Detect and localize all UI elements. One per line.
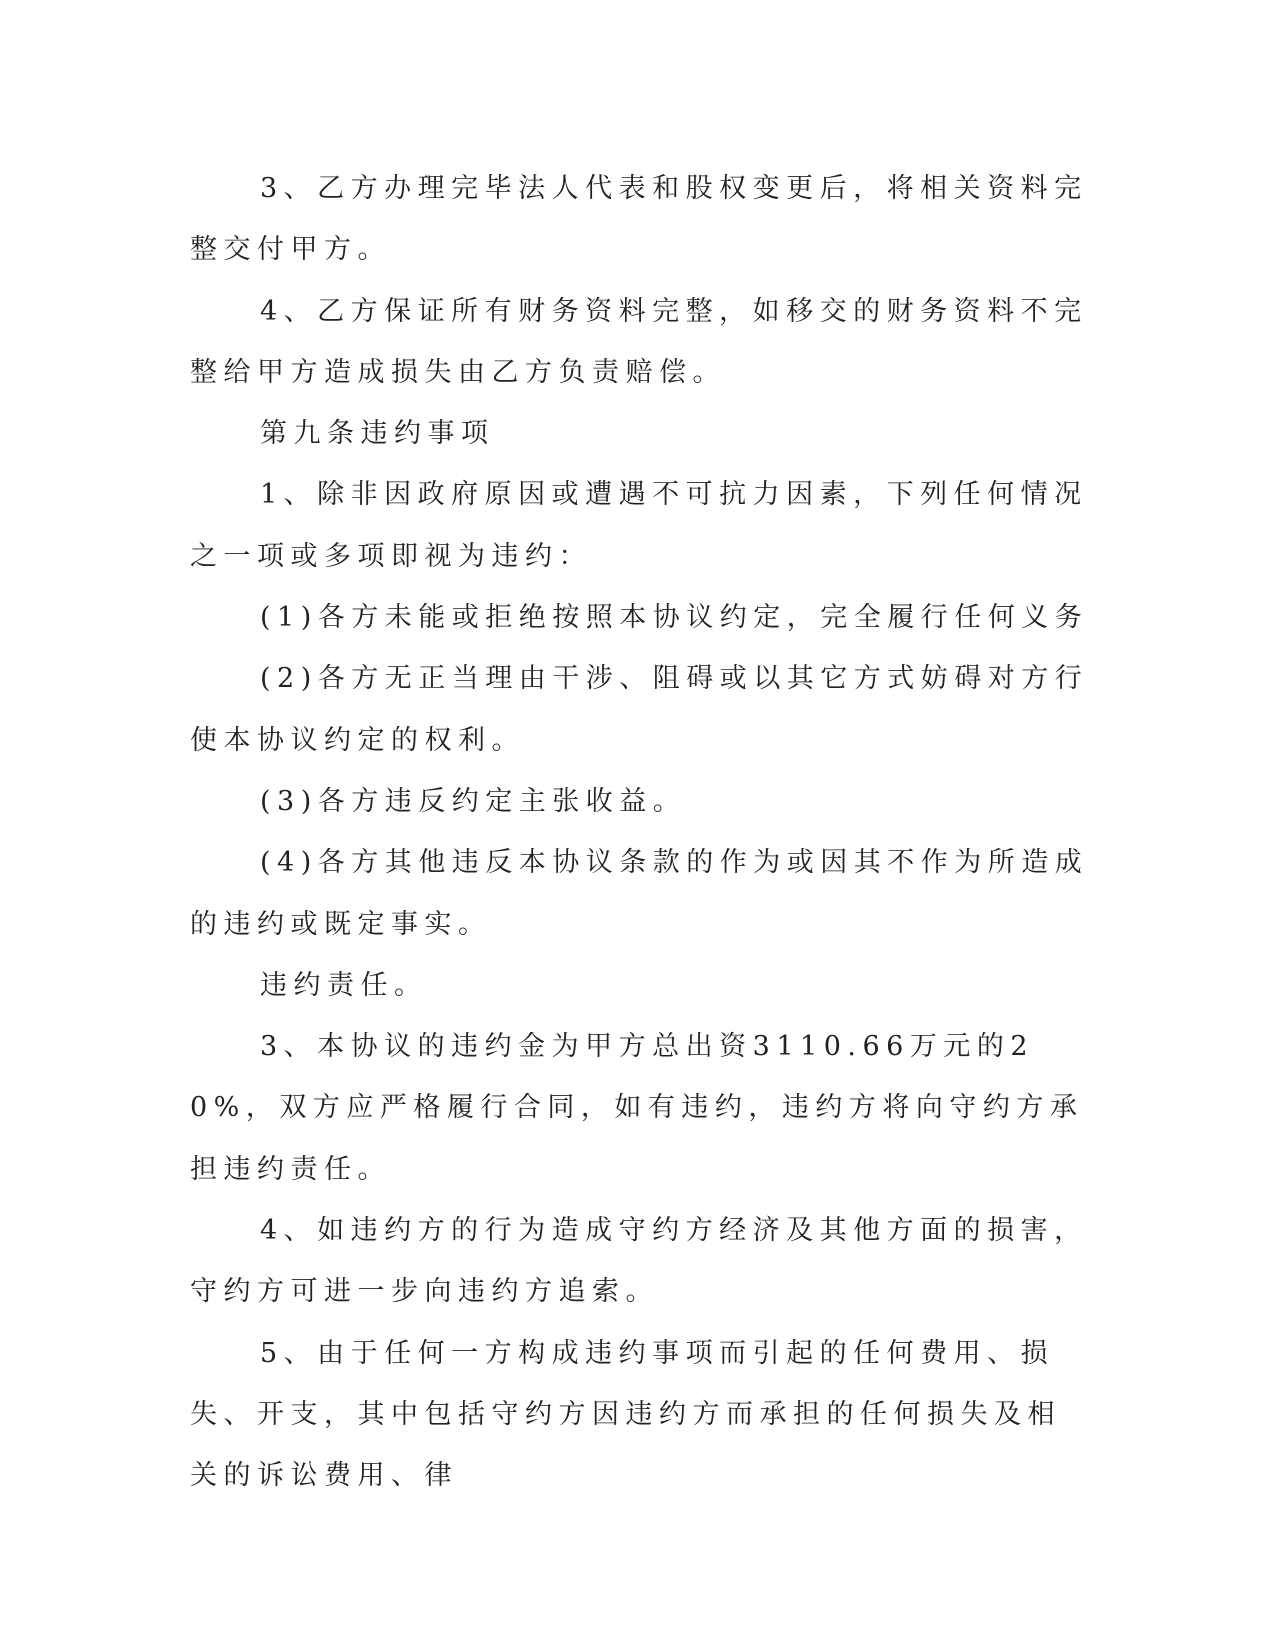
paragraph-breach-item-4: (4)各方其他违反本协议条款的作为或因其不作为所造成的违约或既定事实。 (190, 847, 1089, 940)
paragraph-breach-definition: 1、除非因政府原因或遭遇不可抗力因素，下列任何情况之一项或多项即视为违约： (190, 479, 1088, 572)
section-heading-liability: 违约责任。 (260, 969, 428, 1001)
section-heading-article-9: 第九条违约事项 (260, 418, 495, 450)
paragraph-liability-damages: 4、如违约方的行为造成守约方经济及其他方面的损害，守约方可进一步向违约方追索。 (190, 1215, 1088, 1308)
paragraph-liability-penalty: 3、本协议的违约金为甲方总出资3110.66万元的20%，双方应严格履行合同，如有违约，违约方将向守约方承担违约责任。 (190, 1031, 1084, 1185)
paragraph-liability-costs: 5、由于任何一方构成违约事项而引起的任何费用、损失、开支，其中包括守约方因违约方而承担的任何损失及相关的诉讼费用、律 (190, 1337, 1061, 1492)
paragraph-breach-item-3: (3)各方违反约定主张收益。 (260, 785, 687, 817)
paragraph-breach-item-2: (2)各方无正当理由干涉、阻碍或以其它方式妨碍对方行使本协议约定的权利。 (190, 663, 1089, 756)
document-body (190, 158, 1090, 1507)
paragraph-clause-4-financial-records: 4、乙方保证所有财务资料完整，如移交的财务资料不完整给甲方造成损失由乙方负责赔偿。 (190, 295, 1088, 388)
paragraph-breach-item-1: (1)各方未能或拒绝按照本协议约定，完全履行任何义务 (260, 602, 1089, 634)
paragraph-clause-3-handover: 3、乙方办理完毕法人代表和股权变更后，将相关资料完整交付甲方。 (190, 173, 1088, 266)
